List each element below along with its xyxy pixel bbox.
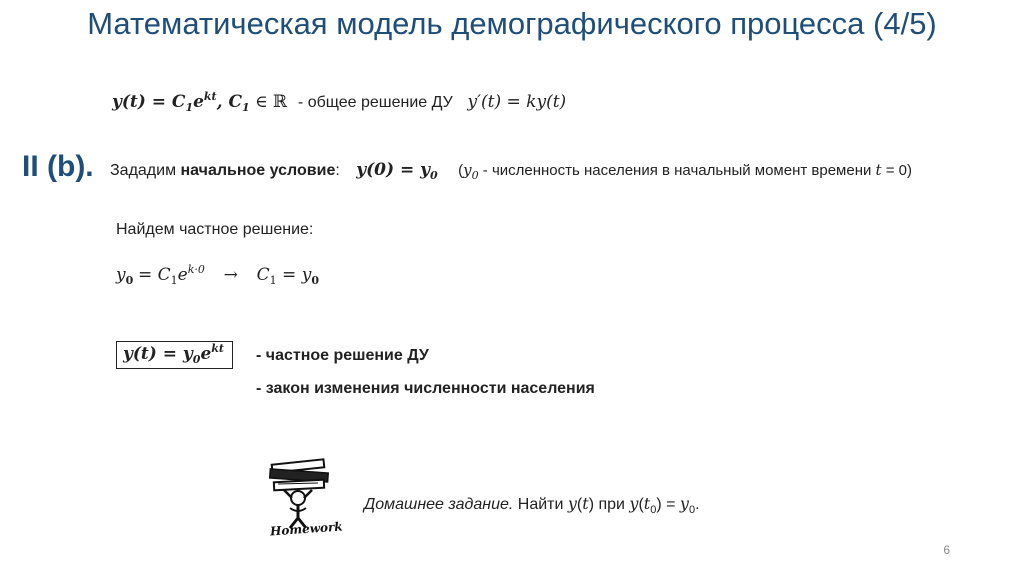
initial-condition-formula: $y(0) = y_0$: [356, 160, 438, 182]
initial-condition-lead: Зададим: [110, 162, 181, 179]
page-number: 6: [943, 543, 950, 557]
general-solution-row: [112, 92, 566, 112]
general-solution-formula: $y(t) = C_1e^{kt}$, $C_1$: [112, 90, 250, 114]
differential-equation: y′(t) = ky(t): [467, 92, 567, 112]
general-solution-description: - общее решение ДУ: [297, 94, 453, 111]
initial-condition-row: [110, 160, 912, 180]
homework-task: Найти y(t) при $y(t_0) = y_0$.: [517, 494, 700, 516]
initial-condition-note: ($y_0$ - численность населения в начальный момент времени t = 0): [458, 161, 913, 182]
homework-label: Домашнее задание.: [364, 496, 514, 513]
slide-title: Математическая модель демографического процесса (4/5): [87, 6, 937, 41]
section-label: II (b).: [22, 150, 94, 183]
initial-condition-colon: :: [335, 162, 340, 179]
homework-illustration: [264, 458, 344, 540]
particular-solution-box: $y(t) = y_0e^{kt}$: [116, 341, 233, 369]
real-set-symbol: ∈ ℝ: [249, 92, 288, 112]
derivation-row: $y_0 = C_1e^{k\cdot 0} \to C_1 = y_0$: [116, 263, 319, 287]
initial-condition-term: начальное условие: [180, 162, 336, 179]
result-line-1: - частное решение ДУ: [256, 347, 429, 364]
particular-solution-heading: Найдем частное решение:: [116, 221, 314, 238]
homework-image-caption: Homework: [269, 519, 344, 539]
homework-text-row: [364, 494, 700, 514]
result-line-2: - закон изменения численности населения: [256, 380, 595, 397]
